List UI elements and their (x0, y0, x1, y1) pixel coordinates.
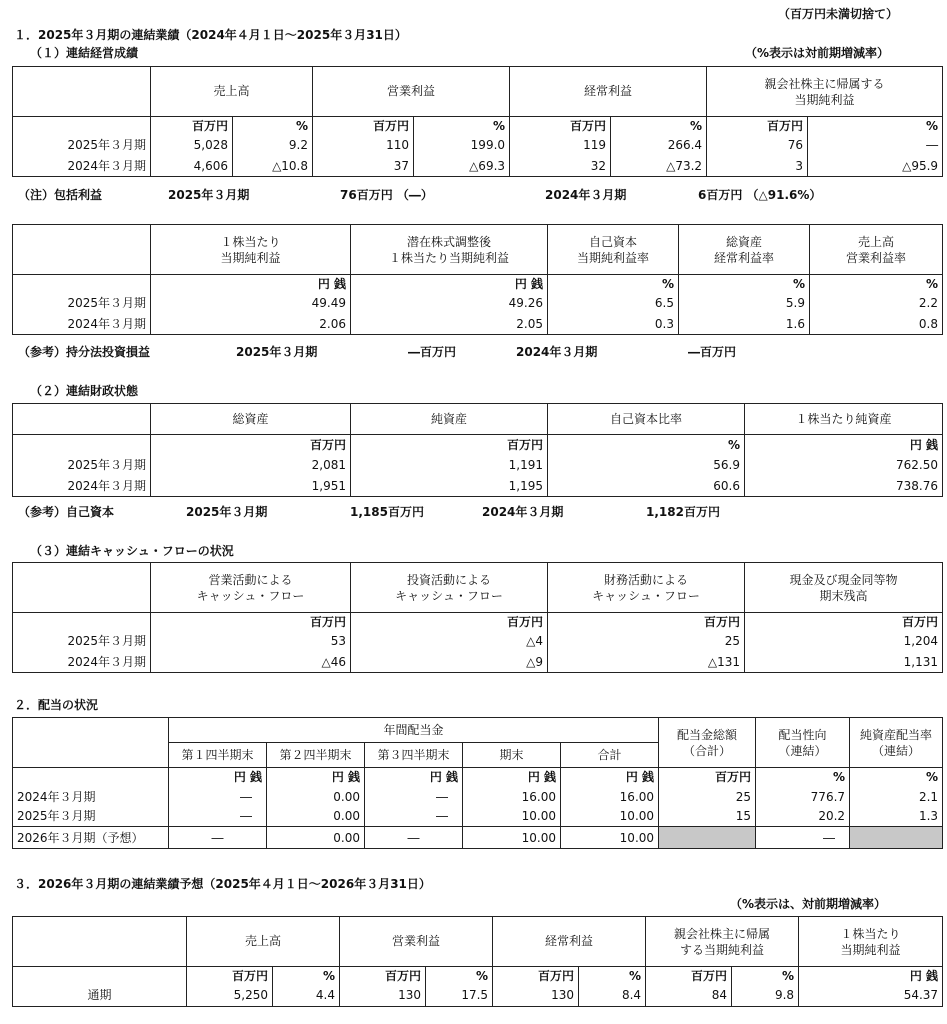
unit: 円 銭 (169, 768, 267, 787)
cell: 776.7 (756, 787, 850, 807)
header-equity-ratio: 自己資本比率 (548, 404, 745, 435)
unit: % (732, 967, 799, 985)
unit: 百万円 (351, 613, 548, 631)
cell: 110 (313, 135, 414, 156)
comprehensive-period-1: 2025年３月期 (168, 188, 250, 202)
cell: ― (365, 787, 463, 807)
header-investing-cf: 投資活動による キャッシュ・フロー (351, 563, 548, 613)
cell: 738.76 (745, 476, 943, 497)
unit: % (756, 768, 850, 787)
cell: 1,131 (745, 652, 943, 673)
cell: 2.1 (850, 787, 943, 807)
forecast-table (12, 916, 943, 1007)
header-total-dividends: 配当金総額 （合計） (659, 718, 756, 768)
header-net-income-parent: 親会社株主に帰属する 当期純利益 (707, 67, 943, 117)
cell: △69.3 (414, 156, 510, 177)
cell: 76 (707, 135, 808, 156)
comprehensive-value-1: 76百万円 （―） (340, 188, 433, 202)
comprehensive-value-2: 6百万円 （△91.6%） (698, 188, 822, 202)
unit: 円 銭 (151, 275, 351, 293)
header-net-sales: 売上高 (187, 917, 340, 967)
unit: % (808, 117, 943, 135)
table-row (13, 314, 943, 335)
header-payout-ratio: 配当性向 （連結） (756, 718, 850, 768)
comprehensive-income-label: （注）包括利益 (18, 188, 103, 202)
cell: △73.2 (611, 156, 707, 177)
cell: 0.00 (267, 787, 365, 807)
cell: 17.5 (426, 985, 493, 1007)
unit: 百万円 (151, 435, 351, 455)
forecast-title: ３．2026年３月期の連結業績予想（2025年４月１日～2026年３月31日） (14, 877, 431, 891)
cell: △4 (351, 631, 548, 652)
unit: % (548, 435, 745, 455)
row-label: 2026年３月期（予想） (13, 827, 169, 849)
cell: 1,195 (351, 476, 548, 497)
unit: 円 銭 (365, 768, 463, 787)
equity-capital-value-2: 1,182百万円 (646, 505, 720, 519)
header-total-assets: 総資産 (151, 404, 351, 435)
cell: 10.00 (561, 827, 659, 849)
row-label: 2024年３月期 (13, 314, 151, 335)
cell: 2.06 (151, 314, 351, 335)
cell: 16.00 (463, 787, 561, 807)
cell: 49.49 (151, 293, 351, 314)
percent-note: （%表示は対前期増減率） (745, 46, 890, 60)
financial-position-table (12, 403, 943, 497)
cell: 10.00 (561, 807, 659, 827)
row-label: 2024年３月期 (13, 787, 169, 807)
cell: ― (169, 807, 267, 827)
cell: 84 (646, 985, 732, 1007)
header-eps: １株当たり 当期純利益 (151, 225, 351, 275)
unit: 百万円 (510, 117, 611, 135)
cell: ― (365, 807, 463, 827)
table-row-forecast (13, 827, 943, 849)
unit: % (414, 117, 510, 135)
cell: △10.8 (233, 156, 313, 177)
row-label: 通期 (13, 985, 187, 1007)
cell: 1,191 (351, 455, 548, 476)
cell: 5,250 (187, 985, 273, 1007)
cash-flow-title: （３）連結キャッシュ・フローの状況 (30, 544, 234, 558)
table-row (13, 476, 943, 497)
header-blank (13, 917, 187, 967)
unit: % (579, 967, 646, 985)
equity-method-label: （参考）持分法投資損益 (18, 345, 151, 359)
cell: ― (169, 827, 267, 849)
header-q3: 第３四半期末 (365, 743, 463, 768)
equity-method-value-2: ―百万円 (688, 345, 737, 359)
equity-capital-value-1: 1,185百万円 (350, 505, 424, 519)
cell: 53 (151, 631, 351, 652)
row-label: 2025年３月期 (13, 293, 151, 314)
unit: 百万円 (548, 613, 745, 631)
row-label: 2024年３月期 (13, 476, 151, 497)
header-annual-dividends: 年間配当金 (169, 718, 659, 743)
cell: 5,028 (151, 135, 233, 156)
cell: 130 (493, 985, 579, 1007)
cell: △95.9 (808, 156, 943, 177)
header-roe: 自己資本 当期純利益率 (548, 225, 679, 275)
table-row (13, 156, 943, 177)
cell: 0.3 (548, 314, 679, 335)
cell: 4,606 (151, 156, 233, 177)
header-net-income-parent: 親会社株主に帰属 する当期純利益 (646, 917, 799, 967)
table-row (13, 652, 943, 673)
cell: 5.9 (679, 293, 810, 314)
header-blank (13, 225, 151, 275)
cell: ― (169, 787, 267, 807)
cell: ― (365, 827, 463, 849)
unit: 百万円 (313, 117, 414, 135)
cell: 199.0 (414, 135, 510, 156)
unit: % (548, 275, 679, 293)
header-ordinary-income: 経常利益 (510, 67, 707, 117)
unit: 百万円 (493, 967, 579, 985)
section1-title: １．2025年３月期の連結業績（2024年４月１日～2025年３月31日） (14, 28, 407, 42)
equity-capital-period-2: 2024年３月期 (482, 505, 564, 519)
cell: 1.6 (679, 314, 810, 335)
unit: % (611, 117, 707, 135)
header-bps: １株当たり純資産 (745, 404, 943, 435)
cash-flow-table (12, 562, 943, 673)
cell: 56.9 (548, 455, 745, 476)
cell: 54.37 (799, 985, 943, 1007)
unit: 百万円 (187, 967, 273, 985)
cell: 8.4 (579, 985, 646, 1007)
header-diluted-eps: 潜在株式調整後 １株当たり当期純利益 (351, 225, 548, 275)
cell: 10.00 (463, 807, 561, 827)
unit: 百万円 (707, 117, 808, 135)
unit: % (679, 275, 810, 293)
cell: 0.00 (267, 827, 365, 849)
cell: 2.2 (810, 293, 943, 314)
header-operating-income: 営業利益 (313, 67, 510, 117)
header-ordinary-income: 経常利益 (493, 917, 646, 967)
header-blank (13, 718, 169, 768)
header-operating-cf: 営業活動による キャッシュ・フロー (151, 563, 351, 613)
unit: 百万円 (745, 613, 943, 631)
cell: 3 (707, 156, 808, 177)
unit: 円 銭 (267, 768, 365, 787)
table-row (13, 455, 943, 476)
unit: % (426, 967, 493, 985)
header-margin: 売上高 営業利益率 (810, 225, 943, 275)
header-cash-balance: 現金及び現金同等物 期末残高 (745, 563, 943, 613)
header-net-assets: 純資産 (351, 404, 548, 435)
header-financing-cf: 財務活動による キャッシュ・フロー (548, 563, 745, 613)
header-blank (13, 67, 151, 117)
shaded-cell (659, 827, 756, 849)
unit: % (810, 275, 943, 293)
row-label: 2025年３月期 (13, 455, 151, 476)
cell: 1.3 (850, 807, 943, 827)
table-row (13, 807, 943, 827)
unit: 円 銭 (463, 768, 561, 787)
cell: 4.4 (273, 985, 340, 1007)
cell: 32 (510, 156, 611, 177)
unit: % (233, 117, 313, 135)
cell: 2,081 (151, 455, 351, 476)
unit: 百万円 (151, 117, 233, 135)
unit-note: （百万円未満切捨て） (778, 7, 899, 21)
cell: 10.00 (463, 827, 561, 849)
row-label: 2024年３月期 (13, 652, 151, 673)
operating-results-table (12, 66, 943, 177)
row-label: 2025年３月期 (13, 631, 151, 652)
cell: 9.8 (732, 985, 799, 1007)
table-row (13, 787, 943, 807)
cell: 130 (340, 985, 426, 1007)
cell: 60.6 (548, 476, 745, 497)
header-q2: 第２四半期末 (267, 743, 365, 768)
cell: 1,951 (151, 476, 351, 497)
table-row (13, 293, 943, 314)
table-row (13, 985, 943, 1007)
per-share-ratios-table (12, 224, 943, 335)
financial-position-title: （２）連結財政状態 (30, 384, 139, 398)
unit: % (273, 967, 340, 985)
header-eps: １株当たり 当期純利益 (799, 917, 943, 967)
equity-capital-label: （参考）自己資本 (18, 505, 115, 519)
cell: 15 (659, 807, 756, 827)
cell: △9 (351, 652, 548, 673)
cell: 37 (313, 156, 414, 177)
header-q1: 第１四半期末 (169, 743, 267, 768)
cell: 266.4 (611, 135, 707, 156)
unit: 円 銭 (745, 435, 943, 455)
cell: 6.5 (548, 293, 679, 314)
dividends-table (12, 717, 943, 849)
unit: % (850, 768, 943, 787)
table-row (13, 631, 943, 652)
cell: 762.50 (745, 455, 943, 476)
unit: 円 銭 (351, 275, 548, 293)
unit: 百万円 (151, 613, 351, 631)
cell: 0.00 (267, 807, 365, 827)
unit: 百万円 (351, 435, 548, 455)
header-doe: 純資産配当率 （連結） (850, 718, 943, 768)
cell: △131 (548, 652, 745, 673)
row-label: 2025年３月期 (13, 135, 151, 156)
cell: 1,204 (745, 631, 943, 652)
header-total: 合計 (561, 743, 659, 768)
unit: 百万円 (646, 967, 732, 985)
cell: 49.26 (351, 293, 548, 314)
header-year-end: 期末 (463, 743, 561, 768)
cell: △46 (151, 652, 351, 673)
header-blank (13, 404, 151, 435)
unit: 百万円 (659, 768, 756, 787)
cell: ― (808, 135, 943, 156)
header-operating-income: 営業利益 (340, 917, 493, 967)
header-blank (13, 563, 151, 613)
unit: 円 銭 (561, 768, 659, 787)
row-label: 2025年３月期 (13, 807, 169, 827)
cell: 16.00 (561, 787, 659, 807)
unit: 百万円 (340, 967, 426, 985)
equity-method-period-2: 2024年３月期 (516, 345, 598, 359)
cell: 2.05 (351, 314, 548, 335)
equity-method-value-1: ―百万円 (408, 345, 457, 359)
header-net-sales: 売上高 (151, 67, 313, 117)
section1-subtitle: （１）連結経営成績 (30, 46, 139, 60)
dividends-title: ２．配当の状況 (14, 698, 99, 712)
cell: 0.8 (810, 314, 943, 335)
equity-capital-period-1: 2025年３月期 (186, 505, 268, 519)
cell: 9.2 (233, 135, 313, 156)
cell: 25 (659, 787, 756, 807)
unit: 円 銭 (799, 967, 943, 985)
cell: 119 (510, 135, 611, 156)
row-label: 2024年３月期 (13, 156, 151, 177)
comprehensive-period-2: 2024年３月期 (545, 188, 627, 202)
forecast-percent-note: （%表示は、対前期増減率） (730, 897, 887, 911)
table-row (13, 135, 943, 156)
cell: ― (756, 827, 850, 849)
equity-method-period-1: 2025年３月期 (236, 345, 318, 359)
cell: 25 (548, 631, 745, 652)
header-roa: 総資産 経常利益率 (679, 225, 810, 275)
shaded-cell (850, 827, 943, 849)
cell: 20.2 (756, 807, 850, 827)
